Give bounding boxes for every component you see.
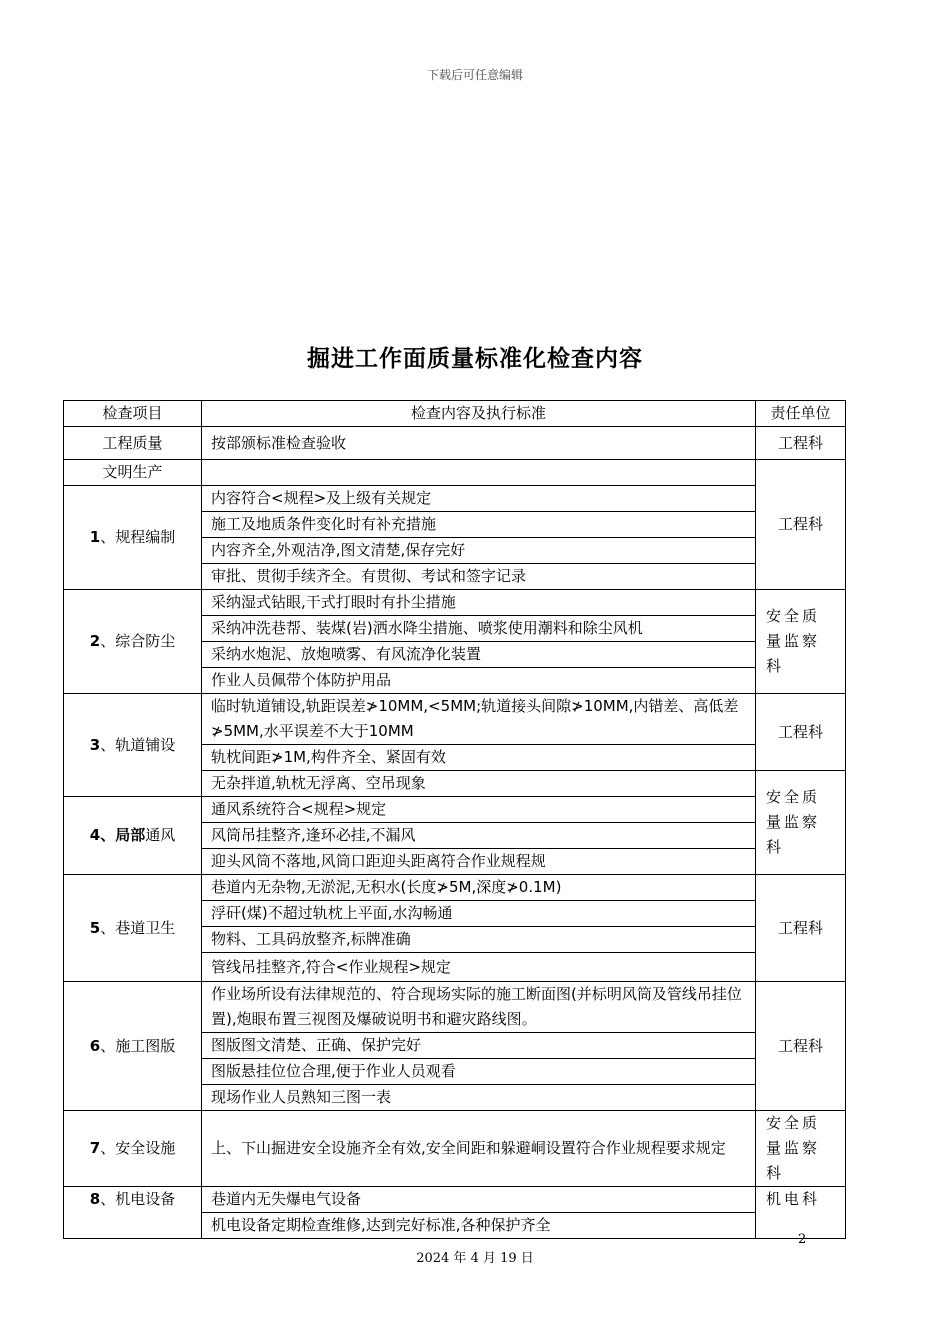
item-label: 、轨道铺设 (100, 735, 176, 754)
content-cell: 机电设备定期检查维修,达到完好标准,各种保护齐全 (202, 1213, 756, 1239)
content-cell: 采纳湿式钻眼,干式打眼时有扑尘措施 (202, 590, 756, 616)
item-label: 、机电设备 (100, 1190, 176, 1208)
page-number: 2 (798, 1232, 807, 1247)
content-cell: 轨枕间距≯1M,构件齐全、紧固有效 (202, 745, 756, 771)
item-label: 通风 (145, 826, 176, 844)
content-cell: 图版悬挂位位合理,便于作业人员观看 (202, 1059, 756, 1085)
content-cell: 风筒吊挂整齐,逢环必挂,不漏风 (202, 823, 756, 849)
item-label: 、安全设施 (100, 1139, 176, 1157)
item-label: 、规程编制 (100, 528, 176, 546)
table-row (64, 1187, 846, 1213)
item-cell (64, 982, 202, 1111)
item-number: 3 (89, 735, 101, 754)
content-cell: 通风系统符合<规程>规定 (202, 797, 756, 823)
item-label-bold: 、局部 (100, 826, 146, 844)
content-cell: 巷道内无杂物,无淤泥,无积水(长度≯5M,深度≯0.1M) (202, 875, 756, 901)
content-cell: 图版图文清楚、正确、保护完好 (202, 1033, 756, 1059)
table-header-row (64, 401, 846, 427)
item-cell: 文明生产 (64, 460, 202, 486)
content-cell: 内容符合<规程>及上级有关规定 (202, 486, 756, 512)
table-row (64, 460, 846, 486)
header-content: 检查内容及执行标准 (202, 401, 756, 427)
table-row (64, 982, 846, 1033)
content-cell: 无杂拌道,轨枕无浮离、空吊现象 (202, 771, 756, 797)
item-number: 6 (89, 1036, 101, 1055)
content-cell: 上、下山掘进安全设施齐全有效,安全间距和躲避峒设置符合作业规程要求规定 (202, 1111, 756, 1187)
unit-cell: 工程科 (756, 982, 846, 1111)
header-unit: 责任单位 (756, 401, 846, 427)
content-cell: 审批、贯彻手续齐全。有贯彻、考试和签字记录 (202, 564, 756, 590)
header-note: 下载后可任意编辑 (426, 68, 523, 82)
content-cell: 作业人员佩带个体防护用品 (202, 668, 756, 694)
content-cell (202, 460, 756, 486)
unit-cell: 机电科 (756, 1187, 846, 1239)
content-cell: 施工及地质条件变化时有补充措施 (202, 512, 756, 538)
content-cell: 物料、工具码放整齐,标牌准确 (202, 927, 756, 953)
table-row (64, 486, 846, 512)
item-number: 1 (89, 528, 101, 546)
unit-cell: 工程科 (756, 460, 846, 590)
item-cell (64, 875, 202, 982)
content-cell: 内容齐全,外观洁净,图文清楚,保存完好 (202, 538, 756, 564)
inspection-table (63, 400, 846, 1239)
item-number: 8 (89, 1190, 101, 1208)
item-cell (64, 1111, 202, 1187)
footer-date: 2024 年 4 月 19 日 (416, 1251, 534, 1266)
unit-cell: 安全质量监察科 (756, 590, 846, 694)
document-title: 掘进工作面质量标准化检查内容 (307, 346, 643, 372)
item-cell (64, 590, 202, 694)
unit-cell: 安全质量监察科 (756, 1111, 846, 1187)
item-number: 5 (89, 918, 101, 937)
content-cell: 现场作业人员熟知三图一表 (202, 1085, 756, 1111)
item-cell (64, 1187, 202, 1239)
item-label: 、巷道卫生 (100, 918, 176, 937)
table-row (64, 797, 846, 823)
content-cell: 巷道内无失爆电气设备 (202, 1187, 756, 1213)
table-row (64, 875, 846, 901)
item-label: 、综合防尘 (100, 632, 176, 650)
item-cell (64, 694, 202, 797)
item-number: 4 (89, 826, 101, 844)
content-cell: 按部颁标准检查验收 (202, 427, 756, 460)
content-cell: 采纳冲洗巷帮、装煤(岩)洒水降尘措施、喷浆使用潮料和除尘风机 (202, 616, 756, 642)
item-number: 2 (89, 632, 101, 650)
content-cell: 管线吊挂整齐,符合<作业规程>规定 (202, 953, 756, 982)
unit-cell: 工程科 (756, 427, 846, 460)
item-label: 、施工图版 (100, 1036, 176, 1055)
unit-cell: 工程科 (756, 694, 846, 771)
content-cell: 浮矸(煤)不超过轨枕上平面,水沟畅通 (202, 901, 756, 927)
content-cell: 作业场所设有法律规范的、符合现场实际的施工断面图(并标明风筒及管线吊挂位置),炮眼布置三视图及爆破说明书和避灾路线图。 (202, 982, 756, 1033)
unit-cell: 安全质量监察科 (756, 771, 846, 875)
table-row (64, 1111, 846, 1187)
content-cell: 采纳水炮泥、放炮喷雾、有风流净化装置 (202, 642, 756, 668)
header-item: 检查项目 (64, 401, 202, 427)
unit-cell: 工程科 (756, 875, 846, 982)
table-row (64, 427, 846, 460)
table-row (64, 590, 846, 616)
item-cell (64, 797, 202, 875)
item-cell (64, 486, 202, 590)
content-cell: 临时轨道铺设,轨距误差≯10MM,<5MM;轨道接头间隙≯10MM,内错差、高低差≯5MM,水平误差不大于10MM (202, 694, 756, 745)
item-number: 7 (89, 1139, 101, 1157)
table-row (64, 694, 846, 745)
item-cell: 工程质量 (64, 427, 202, 460)
content-cell: 迎头风筒不落地,风筒口距迎头距离符合作业规程规 (202, 849, 756, 875)
